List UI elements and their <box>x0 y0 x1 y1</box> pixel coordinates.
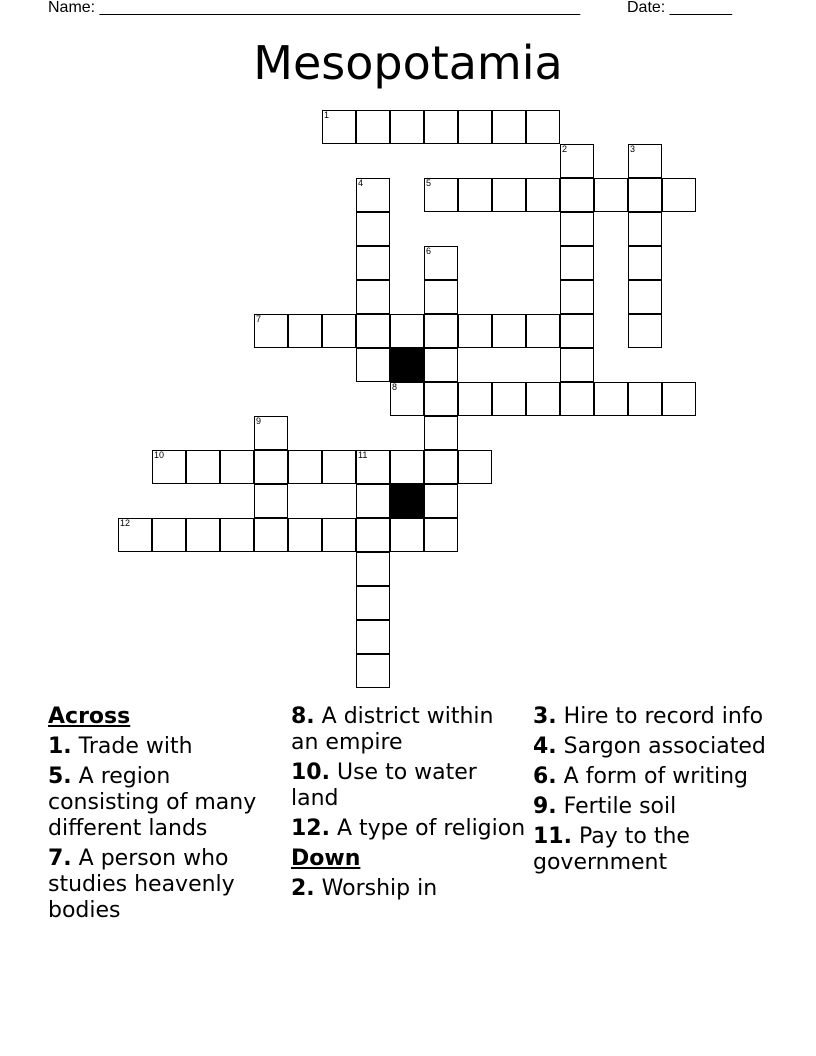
grid-cell[interactable] <box>424 314 458 348</box>
clue-number-label: 10 <box>154 450 165 460</box>
grid-cell[interactable] <box>186 450 220 484</box>
grid-cell[interactable] <box>526 178 560 212</box>
grid-cell[interactable] <box>424 110 458 144</box>
black-square <box>390 348 424 382</box>
clue-number-label: 12 <box>120 518 131 528</box>
grid-cell[interactable] <box>356 212 390 246</box>
clue-number: 4. <box>533 734 557 759</box>
clue-number-label: 1 <box>324 110 330 120</box>
grid-cell[interactable] <box>560 382 594 416</box>
grid-cell[interactable] <box>628 178 662 212</box>
across-clue <box>48 764 284 842</box>
across-clue <box>48 846 284 924</box>
grid-cell[interactable] <box>560 178 594 212</box>
grid-cell[interactable] <box>186 518 220 552</box>
grid-cell[interactable] <box>628 382 662 416</box>
across-clue <box>48 734 284 760</box>
grid-cell[interactable] <box>356 314 390 348</box>
grid-cell[interactable] <box>458 110 492 144</box>
grid-cell[interactable] <box>662 178 696 212</box>
grid-cell[interactable] <box>118 518 152 552</box>
clue-number: 1. <box>48 734 72 759</box>
clue-number: 8. <box>291 704 315 729</box>
grid-cell[interactable] <box>560 314 594 348</box>
clue-number-label: 8 <box>392 382 398 392</box>
grid-cell[interactable] <box>220 450 254 484</box>
grid-cell[interactable] <box>492 382 526 416</box>
clue-number: 3. <box>533 704 557 729</box>
grid-cell[interactable] <box>424 382 458 416</box>
grid-cell[interactable] <box>560 144 594 178</box>
grid-cell[interactable] <box>458 382 492 416</box>
clue-number-label: 6 <box>426 246 432 256</box>
grid-cell[interactable] <box>254 484 288 518</box>
clue-number: 6. <box>533 764 557 789</box>
grid-cell[interactable] <box>458 450 492 484</box>
clue-number-label: 5 <box>426 178 432 188</box>
grid-cell[interactable] <box>424 416 458 450</box>
clue-number: 11. <box>533 824 572 849</box>
clue-number-label: 7 <box>256 314 262 324</box>
grid-cell[interactable] <box>560 246 594 280</box>
grid-cell[interactable] <box>356 620 390 654</box>
date-line: Date: _______ <box>627 0 732 16</box>
grid-cell[interactable] <box>356 110 390 144</box>
across-clue <box>291 816 527 842</box>
across-clue <box>291 760 527 812</box>
grid-cell[interactable] <box>254 450 288 484</box>
clue-text: Trade with <box>78 734 193 759</box>
grid-cell[interactable] <box>390 382 424 416</box>
clue-number: 7. <box>48 846 72 871</box>
clue-text: A form of writing <box>563 764 748 789</box>
grid-cell[interactable] <box>458 178 492 212</box>
grid-cell[interactable] <box>254 416 288 450</box>
grid-cell[interactable] <box>628 246 662 280</box>
clue-number: 5. <box>48 764 72 789</box>
grid-cell[interactable] <box>526 110 560 144</box>
clue-number-label: 2 <box>562 144 568 154</box>
grid-cell[interactable] <box>492 314 526 348</box>
down-clue <box>533 734 769 760</box>
grid-cell[interactable] <box>424 348 458 382</box>
grid-cell[interactable] <box>458 314 492 348</box>
clue-text: A type of religion <box>336 816 526 841</box>
grid-cell[interactable] <box>424 246 458 280</box>
grid-cell[interactable] <box>390 518 424 552</box>
clue-text: Sargon associated <box>563 734 766 759</box>
clues-column-1 <box>48 704 284 928</box>
grid-cell[interactable] <box>152 518 186 552</box>
grid-cell[interactable] <box>424 280 458 314</box>
grid-cell[interactable] <box>560 212 594 246</box>
down-clue <box>533 794 769 820</box>
down-clue <box>533 704 769 730</box>
down-clue <box>533 764 769 790</box>
grid-cell[interactable] <box>424 450 458 484</box>
clue-text: A person who studies heavenly bodies <box>48 846 235 923</box>
clue-number: 9. <box>533 794 557 819</box>
clue-number: 2. <box>291 876 315 901</box>
grid-cell[interactable] <box>288 518 322 552</box>
grid-cell[interactable] <box>628 144 662 178</box>
clue-text: A district within an empire <box>291 704 494 755</box>
page-title: Mesopotamia <box>253 36 563 90</box>
clue-number-label: 4 <box>358 178 364 188</box>
grid-cell[interactable] <box>356 178 390 212</box>
clue-text: Use to water land <box>291 760 477 811</box>
grid-cell[interactable] <box>356 484 390 518</box>
grid-cell[interactable] <box>322 450 356 484</box>
across-heading: Across <box>48 704 131 729</box>
grid-cell[interactable] <box>322 314 356 348</box>
grid-cell[interactable] <box>390 110 424 144</box>
grid-cell[interactable] <box>254 518 288 552</box>
grid-cell[interactable] <box>356 348 390 382</box>
across-clue <box>291 704 527 756</box>
clue-number: 12. <box>291 816 330 841</box>
grid-cell[interactable] <box>628 314 662 348</box>
grid-cell[interactable] <box>356 450 390 484</box>
grid-cell[interactable] <box>594 382 628 416</box>
down-clue <box>533 824 769 876</box>
grid-cell[interactable] <box>628 212 662 246</box>
grid-cell[interactable] <box>288 450 322 484</box>
grid-cell[interactable] <box>526 382 560 416</box>
grid-cell[interactable] <box>356 518 390 552</box>
name-line: Name: ______________________________________________________ <box>48 0 581 16</box>
grid-cell[interactable] <box>220 518 254 552</box>
grid-cell[interactable] <box>152 450 186 484</box>
grid-cell[interactable] <box>628 280 662 314</box>
clue-text: Worship in <box>321 876 438 901</box>
grid-cell[interactable] <box>254 314 288 348</box>
clues-column-2 <box>291 704 527 906</box>
down-heading: Down <box>291 846 361 871</box>
clue-number-label: 9 <box>256 416 262 426</box>
grid-cell[interactable] <box>492 110 526 144</box>
grid-cell[interactable] <box>390 450 424 484</box>
grid-cell[interactable] <box>356 552 390 586</box>
grid-cell[interactable] <box>560 348 594 382</box>
clue-number-label: 3 <box>630 144 636 154</box>
grid-cell[interactable] <box>424 484 458 518</box>
clue-text: Hire to record info <box>563 704 764 729</box>
grid-cell[interactable] <box>424 178 458 212</box>
grid-cell[interactable] <box>492 178 526 212</box>
grid-cell[interactable] <box>356 654 390 688</box>
clue-text: Pay to the government <box>533 824 690 875</box>
grid-cell[interactable] <box>322 110 356 144</box>
clues-column-3 <box>533 704 769 880</box>
down-clue <box>291 876 527 902</box>
grid-cell[interactable] <box>356 280 390 314</box>
grid-cell[interactable] <box>424 518 458 552</box>
black-square <box>390 484 424 518</box>
grid-cell[interactable] <box>390 314 424 348</box>
grid-cell[interactable] <box>594 178 628 212</box>
grid-cell[interactable] <box>662 382 696 416</box>
grid-cell[interactable] <box>356 586 390 620</box>
grid-cell[interactable] <box>322 518 356 552</box>
clue-number-label: 11 <box>358 450 368 460</box>
grid-cell[interactable] <box>526 314 560 348</box>
clue-number: 10. <box>291 760 330 785</box>
grid-cell[interactable] <box>288 314 322 348</box>
clue-text: Fertile soil <box>563 794 677 819</box>
clue-text: A region consisting of many different lands <box>48 764 257 841</box>
grid-cell[interactable] <box>560 280 594 314</box>
grid-cell[interactable] <box>356 246 390 280</box>
